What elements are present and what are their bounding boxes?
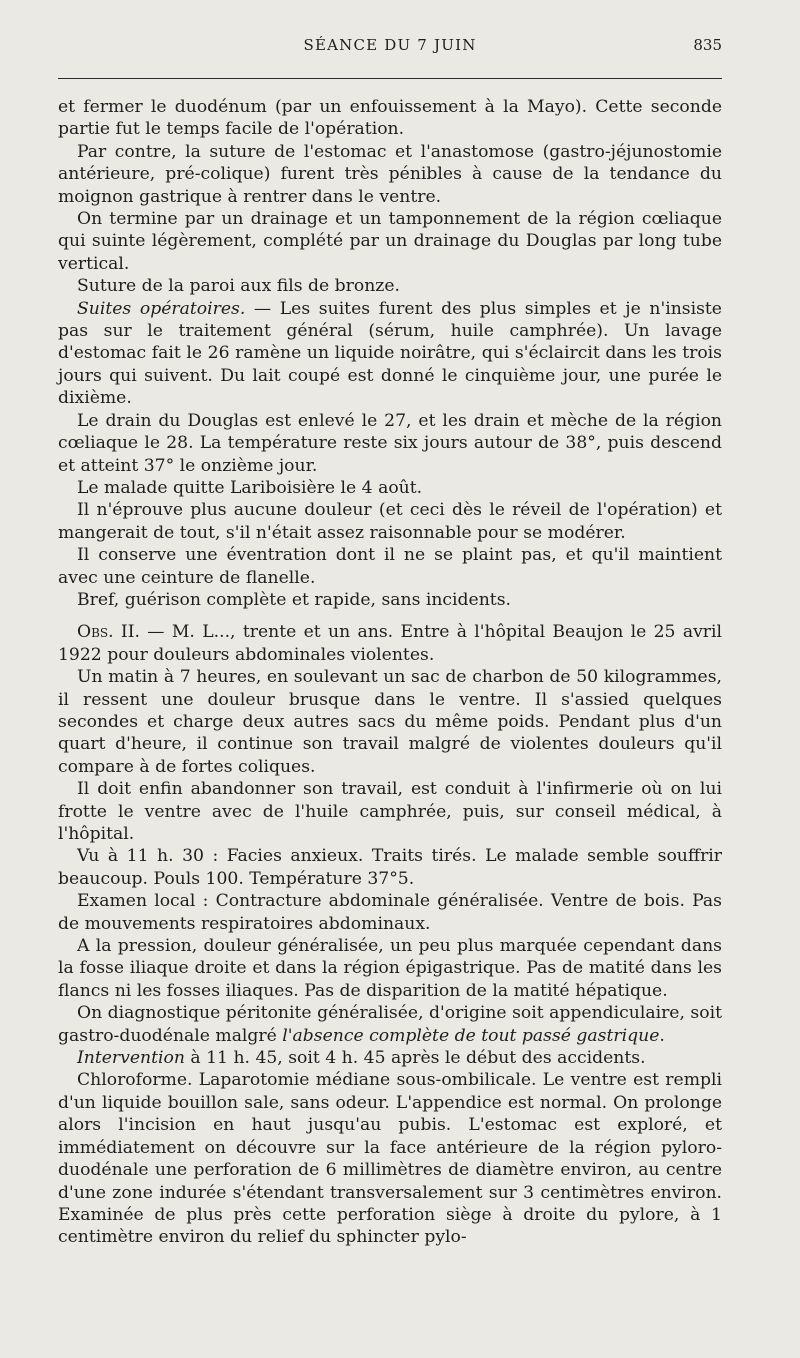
paragraph-text: Il n'éprouve plus aucune douleur (et ceci dès le réveil de l'opération) et mangerait de tout, s'il n'était assez raisonnable pour se modérer.: [58, 500, 722, 543]
page-number: 835: [693, 36, 722, 54]
paragraph-text: Le drain du Douglas est enlevé le 27, et les drain et mèche de la région cœliaque le 28. La température reste six jours autour de 38°, puis descend et atteint 37° le onzième jour.: [58, 410, 722, 476]
paragraph-text: Examen local : Contracture abdominale généralisée. Ventre de bois. Pas de mouvements respiratoires abdominaux.: [58, 891, 722, 934]
paragraph: [58, 544, 722, 589]
paragraph: [58, 1069, 722, 1248]
paragraph-end: .: [659, 1025, 665, 1046]
paragraph-text: Par contre, la suture de l'estomac et l'anastomose (gastro-jéjunostomie antérieure, pré-colique) furent très pénibles à cause de la tendance du moignon gastrique à rentrer dans le ventre.: [58, 141, 722, 207]
paragraph-text: Vu à 11 h. 30 : Facies anxieux. Traits tirés. Le malade semble souffrir beaucoup. Pouls 100. Température 37°5.: [58, 846, 722, 889]
paragraph: [58, 499, 722, 544]
italic-phrase: l'absence complète de tout passé gastrique: [282, 1025, 660, 1046]
paragraph: [58, 410, 722, 477]
paragraph-text: Bref, guérison complète et rapide, sans incidents.: [77, 589, 511, 610]
paragraph-text: On diagnostique péritonite généralisée, d'origine soit appendiculaire, soit gastro-duodénale malgré: [58, 1003, 722, 1046]
body-text: [58, 96, 722, 1249]
paragraph-text: Chloroforme. Laparotomie médiane sous-ombilicale. Le ventre est rempli d'un liquide bouillon sale, sans odeur. L'appendice est normal. On prolonge alors l'incision en haut jusqu'au pubis. L'estomac est exploré, et immédiatement on découvre sur la face antérieure de la région pyloro-duodénale une perforation de 6 millimètres de diamètre environ, au centre d'une zone indurée s'étendant transversalement sur 3 centimètres environ. Examinée de plus près cette perforation siège à droite du pylore, à 1 centimètre environ du relief du sphincter pylo-: [58, 1070, 722, 1248]
paragraph: [58, 298, 722, 410]
section-lead: Suites opératoires.: [77, 298, 246, 319]
paragraph: [58, 935, 722, 1002]
paragraph: [58, 477, 722, 499]
paragraph-text: Le malade quitte Lariboisière le 4 août.: [77, 477, 423, 498]
paragraph-text: à 11 h. 45, soit 4 h. 45 après le début des accidents.: [184, 1048, 646, 1069]
running-header: [58, 32, 722, 62]
paragraph: [58, 1047, 722, 1069]
header-rule: [58, 78, 722, 79]
paragraph: [58, 1002, 722, 1047]
paragraph-text: Suture de la paroi aux fils de bronze.: [77, 276, 400, 297]
paragraph: [58, 778, 722, 845]
observation-label: Obs.: [77, 622, 114, 643]
section-lead: Intervention: [77, 1048, 185, 1069]
paragraph-text: Il doit enfin abandonner son travail, est conduit à l'infirmerie où on lui frotte le ventre avec de l'huile camphrée, puis, sur conseil médical, à l'hôpital.: [58, 779, 722, 844]
paragraph: [58, 275, 722, 297]
observation-heading-paragraph: [58, 621, 722, 666]
paragraph-text: II. — M. L..., trente et un ans. Entre à l'hôpital Beaujon le 25 avril 1922 pour douleurs abdominales violentes.: [58, 622, 722, 665]
paragraph: [58, 666, 722, 778]
header-title: SÉANCE DU 7 JUIN: [303, 36, 477, 54]
paragraph: [58, 845, 722, 890]
paragraph: [58, 141, 722, 208]
paragraph-text: et fermer le duodénum (par un enfouissement à la Mayo). Cette seconde partie fut le temps facile de l'opération.: [58, 97, 722, 140]
paragraph-text: A la pression, douleur généralisée, un peu plus marquée cependant dans la fosse iliaque droite et dans la région épigastrique. Pas de matité dans les flancs ni les fosses iliaques. Pas de disparition de la matité hépatique.: [58, 936, 722, 1001]
paragraph-text: Il conserve une éventration dont il ne se plaint pas, et qu'il maintient avec une ceinture de flanelle.: [58, 545, 722, 588]
paragraph: [58, 890, 722, 935]
paragraph-text: Un matin à 7 heures, en soulevant un sac de charbon de 50 kilogrammes, il ressent une douleur brusque dans le ventre. Il s'assied quelques secondes et charge deux autres sacs du même poids. Pendant plus d'un quart d'heure, il continue son travail malgré de violentes douleurs qu'il compare à de fortes coliques.: [58, 667, 722, 777]
paragraph-text: — Les suites furent des plus simples et je n'insiste pas sur le traitement général (sérum, huile camphrée). Un lavage d'estomac fait le 26 ramène un liquide noirâtre, qui s'éclaircit dans les trois jours qui suivent. Du lait coupé est donné le cinquième jour, une purée le dixième.: [58, 298, 722, 409]
paragraph: [58, 589, 722, 611]
paragraph: [58, 208, 722, 275]
paragraph: [58, 96, 722, 141]
paragraph-text: On termine par un drainage et un tamponnement de la région cœliaque qui suinte légèrement, complété par un drainage du Douglas par long tube vertical.: [58, 209, 722, 274]
